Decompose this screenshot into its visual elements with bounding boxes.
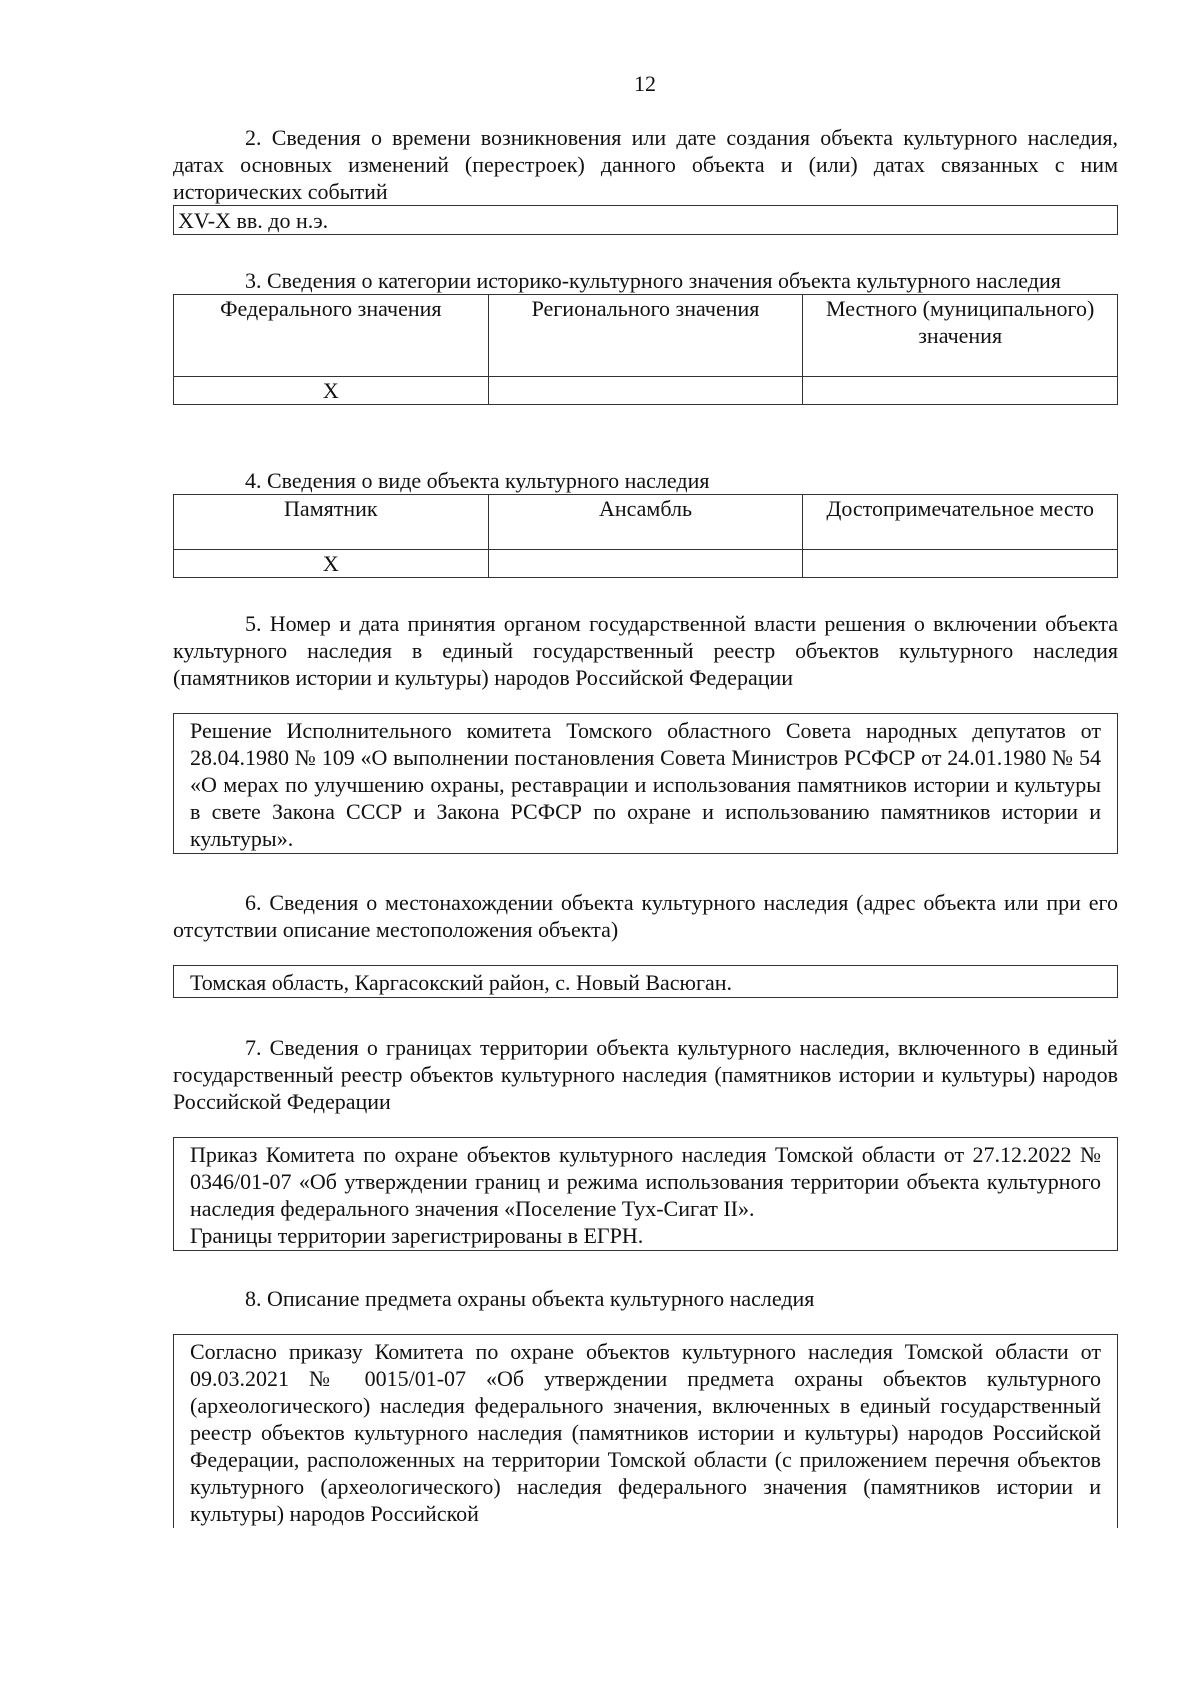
section-5-value-box	[173, 713, 1118, 854]
section-7	[173, 1034, 1118, 1251]
type-header-row	[174, 495, 1118, 550]
category-header-row	[174, 295, 1118, 377]
category-header-local: Местного (муниципального) значения	[803, 295, 1118, 377]
section-6-value-box	[173, 965, 1118, 998]
category-header-federal: Федерального значения	[174, 295, 489, 377]
section-7-value-line2: Границы территории зарегистрированы в ЕГРН.	[190, 1223, 644, 1248]
section-2-value-box	[173, 205, 1118, 235]
section-2-value: XV-X вв. до н.э.	[178, 208, 329, 233]
type-header-landmark: Достопримечательное место	[803, 495, 1118, 550]
section-4-heading: 4. Сведения о виде объекта культурного наследия	[245, 468, 710, 493]
type-mark-ensemble	[488, 550, 803, 578]
category-mark-row	[174, 377, 1118, 405]
category-table	[173, 294, 1118, 405]
section-7-value-line1: Приказ Комитета по охране объектов культурного наследия Томской области от 27.12.2022 № 0346/01-07 «Об утверждении границ и режима использования территории объекта культурного наследия федерального значения «Поселение Тух-Сигат II».	[190, 1142, 1101, 1221]
section-7-heading: 7. Сведения о границах территории объекта культурного наследия, включенного в единый государственный реестр объектов культурного наследия (памятников истории и культуры) народов Российской Федерации	[173, 1035, 1118, 1114]
section-5	[173, 610, 1118, 854]
section-6-value: Томская область, Каргасокский район, с. Новый Васюган.	[190, 970, 733, 995]
section-8	[173, 1285, 1118, 1528]
section-8-heading: 8. Описание предмета охраны объекта культурного наследия	[245, 1286, 815, 1311]
type-mark-monument: X	[174, 550, 489, 578]
section-6	[173, 889, 1118, 998]
section-5-heading: 5. Номер и дата принятия органом государственной власти решения о включении объекта культурного наследия в единый государственный реестр объектов культурного наследия (памятников истории и культуры) народов Российской Федерации	[173, 611, 1118, 690]
section-3	[173, 267, 1118, 405]
category-mark-local	[803, 377, 1118, 405]
category-mark-regional	[488, 377, 803, 405]
section-3-heading: 3. Сведения о категории историко-культурного значения объекта культурного наследия	[245, 268, 1061, 293]
section-6-heading: 6. Сведения о местонахождении объекта культурного наследия (адрес объекта или при его отсутствии описание местоположения объекта)	[173, 890, 1118, 942]
section-8-value: Согласно приказу Комитета по охране объектов культурного наследия Томской области от 09.03.2021 № 0015/01-07 «Об утверждении предмета охраны объектов культурного (археологического) наследия федерального значения, включенных в единый государственный реестр объектов культурного наследия (памятников истории и культуры) народов Российской Федерации, расположенных на территории Томской области (с приложением перечня объектов культурного (археологического) наследия федерального значения (памятников истории и культуры) народов Российской	[190, 1339, 1101, 1526]
section-2-heading: 2. Сведения о времени возникновения или дате создания объекта культурного наследия, датах основных изменений (перестроек) данного объекта и (или) датах связанных с ним исторических событий	[173, 125, 1118, 204]
section-8-value-box	[173, 1334, 1118, 1528]
section-5-value: Решение Исполнительного комитета Томского областного Совета народных депутатов от 28.04.1980 № 109 «О выполнении постановления Совета Министров РСФСР от 24.01.1980 № 54 «О мерах по улучшению охраны, реставрации и использования памятников истории и культуры в свете Закона СССР и Закона РСФСР по охране и использованию памятников истории и культуры».	[190, 718, 1101, 851]
section-7-value-box	[173, 1137, 1118, 1251]
page-number: 12	[634, 71, 656, 96]
section-4	[173, 467, 1118, 578]
category-mark-federal: X	[174, 377, 489, 405]
section-2	[173, 124, 1118, 235]
category-header-regional: Регионального значения	[488, 295, 803, 377]
type-mark-landmark	[803, 550, 1118, 578]
type-table	[173, 494, 1118, 578]
type-header-ensemble: Ансамбль	[488, 495, 803, 550]
type-mark-row	[174, 550, 1118, 578]
type-header-monument: Памятник	[174, 495, 489, 550]
